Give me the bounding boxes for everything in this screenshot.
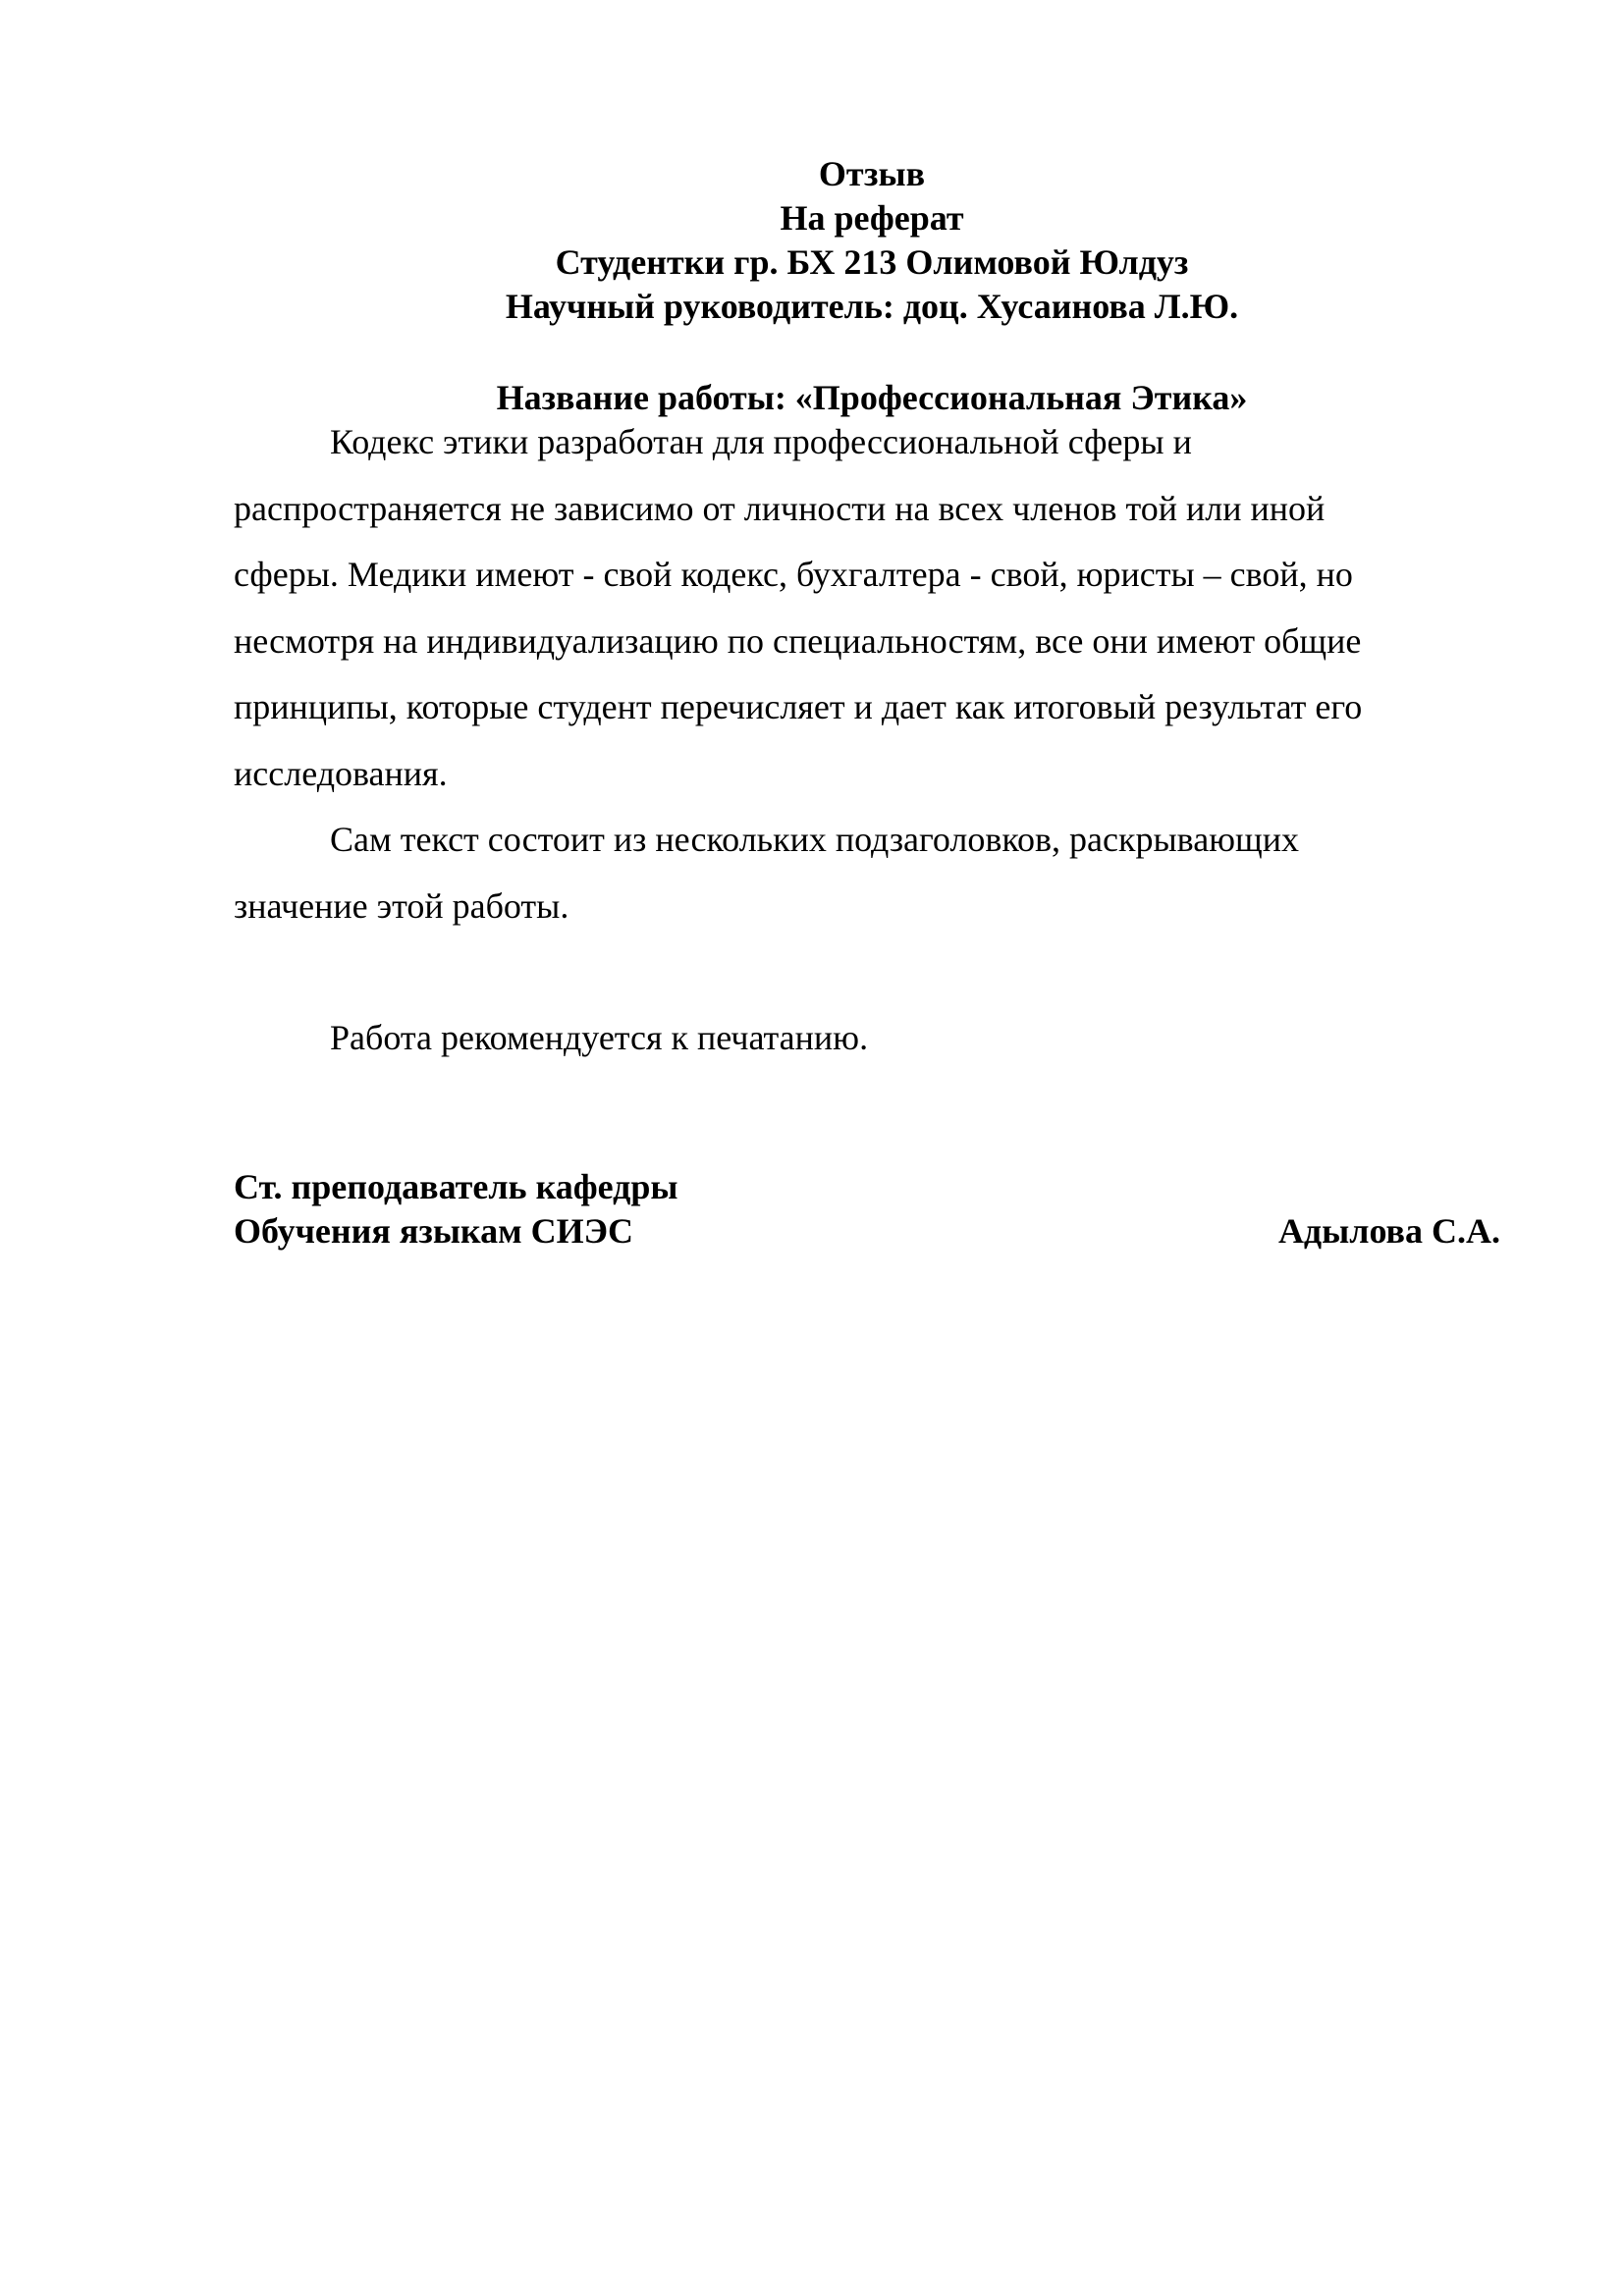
paragraph-line: исследования. bbox=[234, 753, 448, 793]
paragraph-line: сферы. Медики имеют - свой кодекс, бухгалтера - свой, юристы – свой, но bbox=[234, 555, 1353, 594]
paragraph-1 bbox=[234, 409, 1510, 807]
student-line: Студентки гр. БХ 213 Олимовой Юлдуз bbox=[555, 242, 1189, 282]
supervisor-line: Научный руководитель: доц. Хусаинова Л.Ю. bbox=[505, 287, 1239, 326]
paragraph-line: принципы, которые студент перечисляет и дает как итоговый результат его bbox=[234, 687, 1363, 726]
document-type-title: Отзыв bbox=[818, 154, 926, 193]
paragraph-line: несмотря на индивидуализацию по специальностям, все они имеют общие bbox=[234, 620, 1362, 661]
paragraph-line: распространяется не зависимо от личности на всех членов той или иной bbox=[234, 488, 1326, 528]
document-header bbox=[234, 152, 1510, 329]
paragraph-line: значение этой работы. bbox=[234, 885, 569, 926]
signer-position-line-1: Ст. преподаватель кафедры bbox=[234, 1167, 678, 1206]
document-subject: На реферат bbox=[780, 198, 964, 238]
paragraph-line: Кодекс этики разработан для профессиональной сферы и bbox=[330, 422, 1192, 461]
signature-block bbox=[234, 1165, 1500, 1254]
paragraph-2 bbox=[234, 807, 1510, 939]
signer-position-line-2: Обучения языкам СИЭС bbox=[234, 1211, 634, 1251]
signature-row-2 bbox=[234, 1209, 1500, 1254]
paragraph-line: Сам текст состоит из нескольких подзаголовков, раскрывающих bbox=[330, 820, 1300, 859]
signature-row-1 bbox=[234, 1165, 1500, 1209]
paragraph-3 bbox=[234, 1005, 1510, 1072]
work-title: Название работы: «Профессиональная Этика» bbox=[496, 378, 1248, 417]
recommendation-line: Работа рекомендуется к печатанию. bbox=[330, 1018, 869, 1057]
signer-name: Адылова С.А. bbox=[1277, 1211, 1500, 1251]
